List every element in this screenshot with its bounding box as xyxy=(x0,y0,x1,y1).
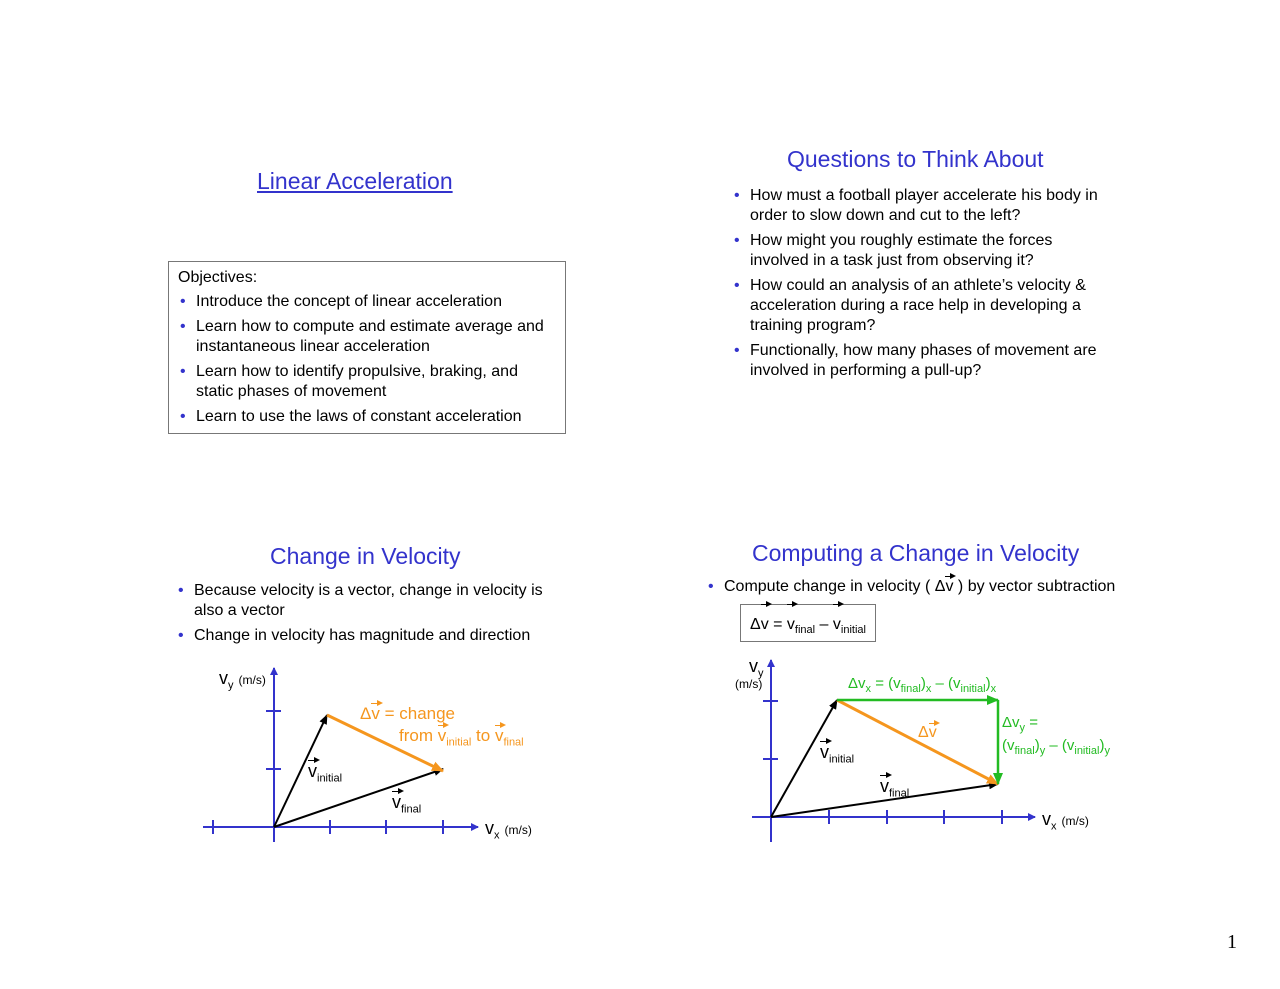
objective-item: • Learn how to identify propulsive, braking, and static phases of movement xyxy=(178,362,556,402)
slide2-title: Questions to Think About xyxy=(787,146,1044,172)
delta-v-formula: $\Delta v = v_{final} - v_{initial}$ xyxy=(740,604,876,642)
question-item: • How might you roughly estimate the forces involved in a task just from observing it? xyxy=(732,231,1102,271)
page-number: 1 xyxy=(1227,931,1237,953)
slide3-title: Change in Velocity xyxy=(270,543,461,569)
v-initial-label: $v_{initial}$ xyxy=(820,742,855,766)
v-final-label: $v_{final}$ xyxy=(880,776,910,800)
vy-axis-symbol: $v_y$ xyxy=(749,656,764,680)
vx-axis-label: $v_x$ (m/s) xyxy=(1042,809,1089,833)
slide4-bullets xyxy=(706,577,1146,602)
objective-item: • Learn to use the laws of constant acceleration xyxy=(178,407,556,427)
objective-item: • Learn how to compute and estimate average and instantaneous linear acceleration xyxy=(178,317,556,357)
bullet-item: • Because velocity is a vector, change in velocity is also a vector xyxy=(176,581,566,621)
vy-axis-unit: (m/s) xyxy=(735,677,763,691)
delta-vx-label: $\Delta v_x = (v_{final})_x - (v_{initial})_x$ xyxy=(848,675,997,695)
v-final-label: $v_{final}$ xyxy=(392,792,422,816)
objective-item: • Introduce the concept of linear acceleration xyxy=(178,292,556,312)
question-item: • How could an analysis of an athlete’s velocity & acceleration during a race help in developing a training program? xyxy=(732,276,1102,336)
delta-v-label: Δv xyxy=(918,724,937,741)
v-initial-label: $v_{initial}$ xyxy=(308,761,343,785)
delta-v-arrow xyxy=(837,700,998,784)
slide4-title: Computing a Change in Velocity xyxy=(752,540,1080,566)
delta-v-desc: from $v_{initial}$ to $v_{final}$ xyxy=(399,726,524,749)
delta-vy-expression: $(v_{final})_y - (v_{initial})_y$ xyxy=(1002,737,1110,757)
bullet-item: • Change in velocity has magnitude and direction xyxy=(176,626,566,646)
vx-axis-label: $v_x$ (m/s) xyxy=(485,818,532,842)
slide1-title: Linear Acceleration xyxy=(257,168,453,194)
delta-vy-label: $\Delta v_y$ = xyxy=(1002,714,1038,734)
bullet-item: • Compute change in velocity ( Δv ) by vector subtraction xyxy=(706,577,1146,597)
delta-v-label: Δv = change xyxy=(360,704,456,723)
vy-axis-label: $v_y$ (m/s) xyxy=(219,668,266,692)
objectives-heading: Objectives: xyxy=(178,269,258,286)
slide3-axes xyxy=(203,668,478,842)
question-item: • How must a football player accelerate his body in order to slow down and cut to the left? xyxy=(732,186,1102,226)
question-item: • Functionally, how many phases of movement are involved in performing a pull-up? xyxy=(732,341,1102,381)
